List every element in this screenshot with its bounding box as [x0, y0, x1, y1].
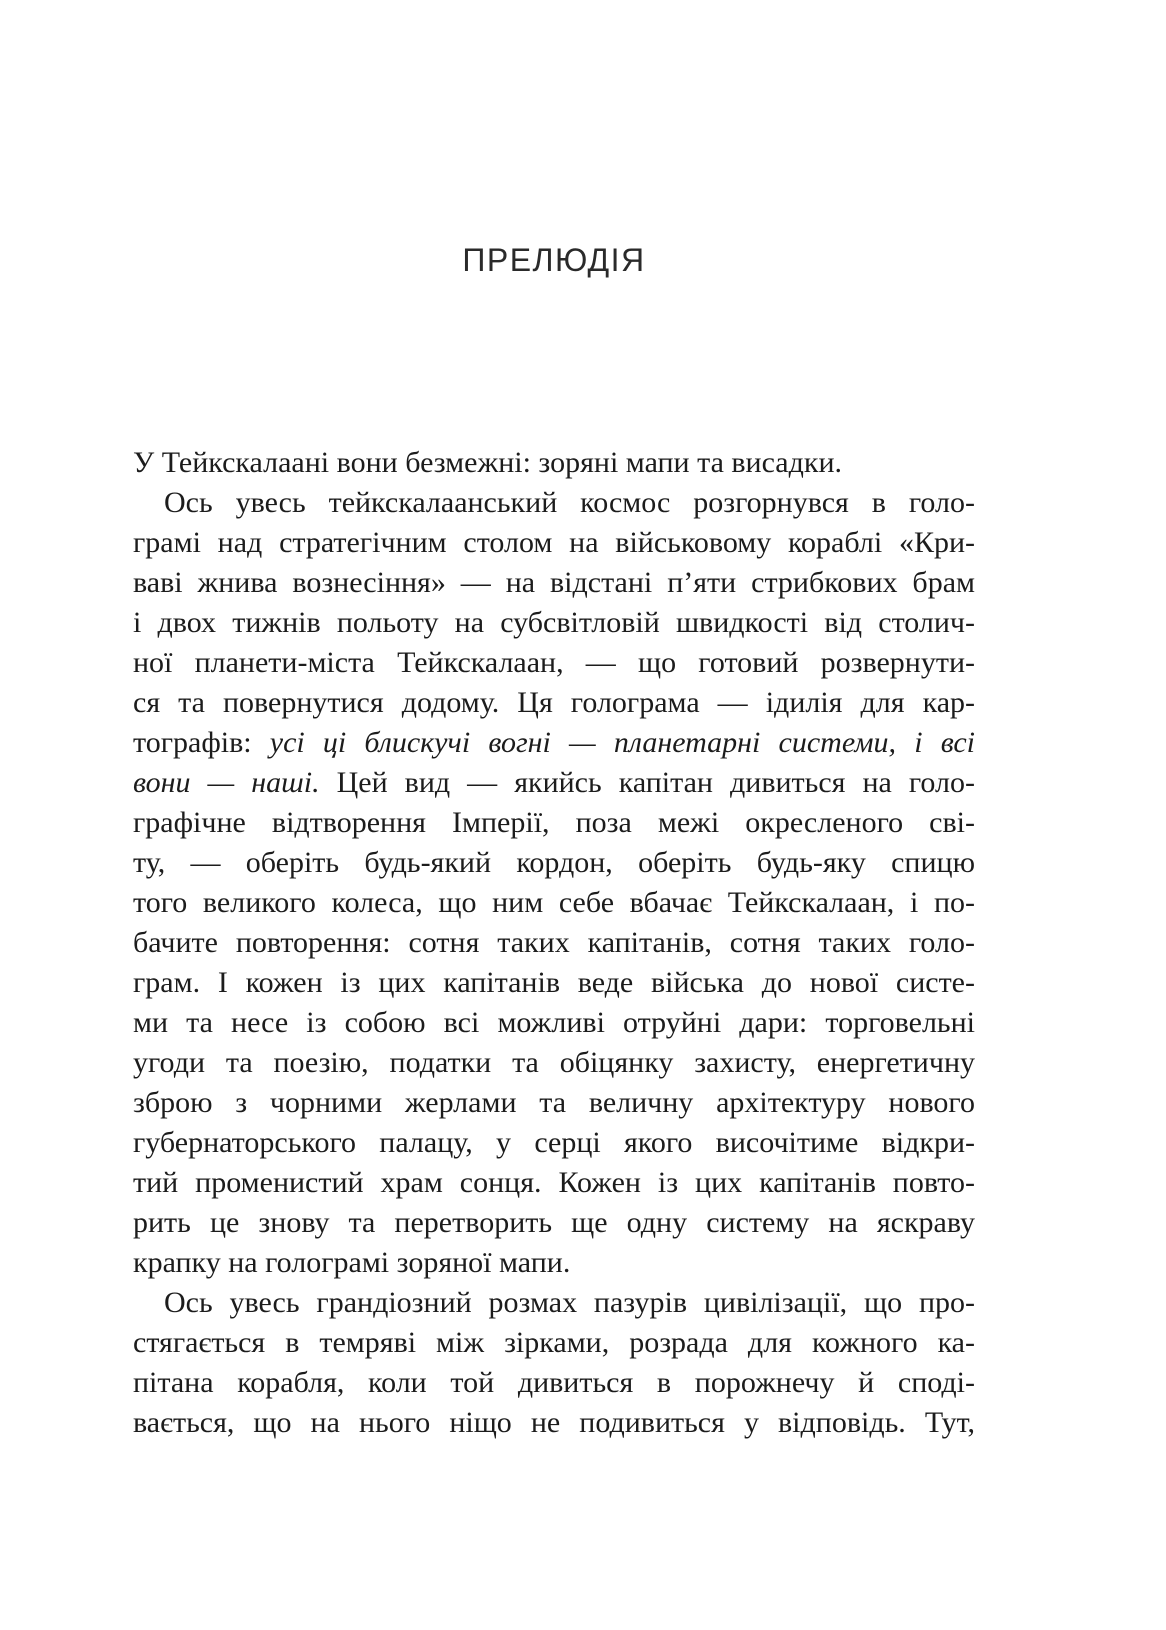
text-line	[133, 843, 975, 883]
text-line	[133, 1043, 975, 1083]
italic-text-segment: усі ці блискучі вогні — планетарні системи, і всі	[269, 726, 975, 759]
text-line	[133, 803, 975, 843]
text-line	[133, 1243, 975, 1283]
text-segment: стягається в темряві між зірками, розрада для кожного ка-	[133, 1326, 975, 1359]
paragraph	[133, 443, 975, 483]
text-segment: крапку на голограмі зоряної мапи.	[133, 1246, 571, 1279]
text-segment: Ось увесь тейкскалаанський космос розгорнувся в голо-	[164, 486, 975, 519]
text-segment: вається, що на нього ніщо не подивиться у відповідь. Тут,	[133, 1406, 975, 1439]
text-line	[133, 1003, 975, 1043]
text-segment: ту, — оберіть будь-який кордон, оберіть будь-яку спицю	[133, 846, 975, 879]
paragraph	[133, 1283, 975, 1443]
text-segment: зброю з чорними жерлами та величну архітектуру нового	[133, 1086, 975, 1119]
text-segment: губернаторського палацу, у серці якого височітиме відкри-	[133, 1126, 975, 1159]
text-segment: грам. І кожен із цих капітанів веде війська до нової систе-	[133, 966, 975, 999]
text-line	[133, 443, 975, 483]
text-line	[133, 483, 975, 523]
text-segment: угоди та поезію, податки та обіцянку захисту, енергетичну	[133, 1046, 975, 1079]
text-segment: тографів:	[133, 726, 270, 759]
text-segment: Цей вид — якийсь капітан дивиться на голо-	[319, 766, 975, 799]
text-line	[133, 1123, 975, 1163]
text-line	[133, 523, 975, 563]
text-segment: і двох тижнів польоту на субсвітловій швидкості від столич-	[133, 606, 975, 639]
text-segment: грамі над стратегічним столом на військовому кораблі «Кри-	[133, 526, 975, 559]
text-line	[133, 723, 975, 763]
text-segment: бачите повторення: сотня таких капітанів, сотня таких голо-	[133, 926, 975, 959]
text-segment: ваві жнива вознесіння» — на відстані п’яти стрибкових брам	[133, 566, 975, 599]
text-line	[133, 1403, 975, 1443]
text-line	[133, 563, 975, 603]
text-line	[133, 763, 975, 803]
chapter-heading: ПРЕЛЮДІЯ	[462, 242, 646, 278]
text-line	[133, 1323, 975, 1363]
text-line	[133, 923, 975, 963]
text-segment: Ось увесь грандіозний розмах пазурів цивілізації, що про-	[164, 1286, 975, 1319]
text-segment: У Тейкскалаані вони безмежні: зоряні мапи та висадки.	[133, 446, 842, 479]
paragraph	[133, 483, 975, 1283]
text-segment: пітана корабля, коли той дивиться в порожнечу й споді-	[133, 1366, 975, 1399]
text-line	[133, 643, 975, 683]
text-segment: ми та несе із собою всі можливі отруйні дари: торговельні	[133, 1006, 975, 1039]
text-line	[133, 883, 975, 923]
text-line	[133, 683, 975, 723]
body-text	[133, 443, 975, 1443]
text-segment: графічне відтворення Імперії, поза межі окресленого сві-	[133, 806, 975, 839]
text-segment: ної планети-міста Тейкскалаан, — що готовий розвернути-	[133, 646, 975, 679]
italic-text-segment: вони — наші.	[133, 766, 320, 799]
text-segment: того великого колеса, що ним себе вбачає Тейкскалаан, і по-	[133, 886, 975, 919]
text-line	[133, 963, 975, 1003]
text-line	[133, 1203, 975, 1243]
text-line	[133, 1283, 975, 1323]
text-segment: ся та повернутися додому. Ця голограма — ідилія для кар-	[133, 686, 975, 719]
text-segment: рить це знову та перетворить ще одну систему на яскраву	[133, 1206, 975, 1239]
text-line	[133, 1363, 975, 1403]
text-line	[133, 1083, 975, 1123]
text-line	[133, 603, 975, 643]
text-segment: тий променистий храм сонця. Кожен із цих капітанів повто-	[133, 1166, 975, 1199]
text-line	[133, 1163, 975, 1203]
